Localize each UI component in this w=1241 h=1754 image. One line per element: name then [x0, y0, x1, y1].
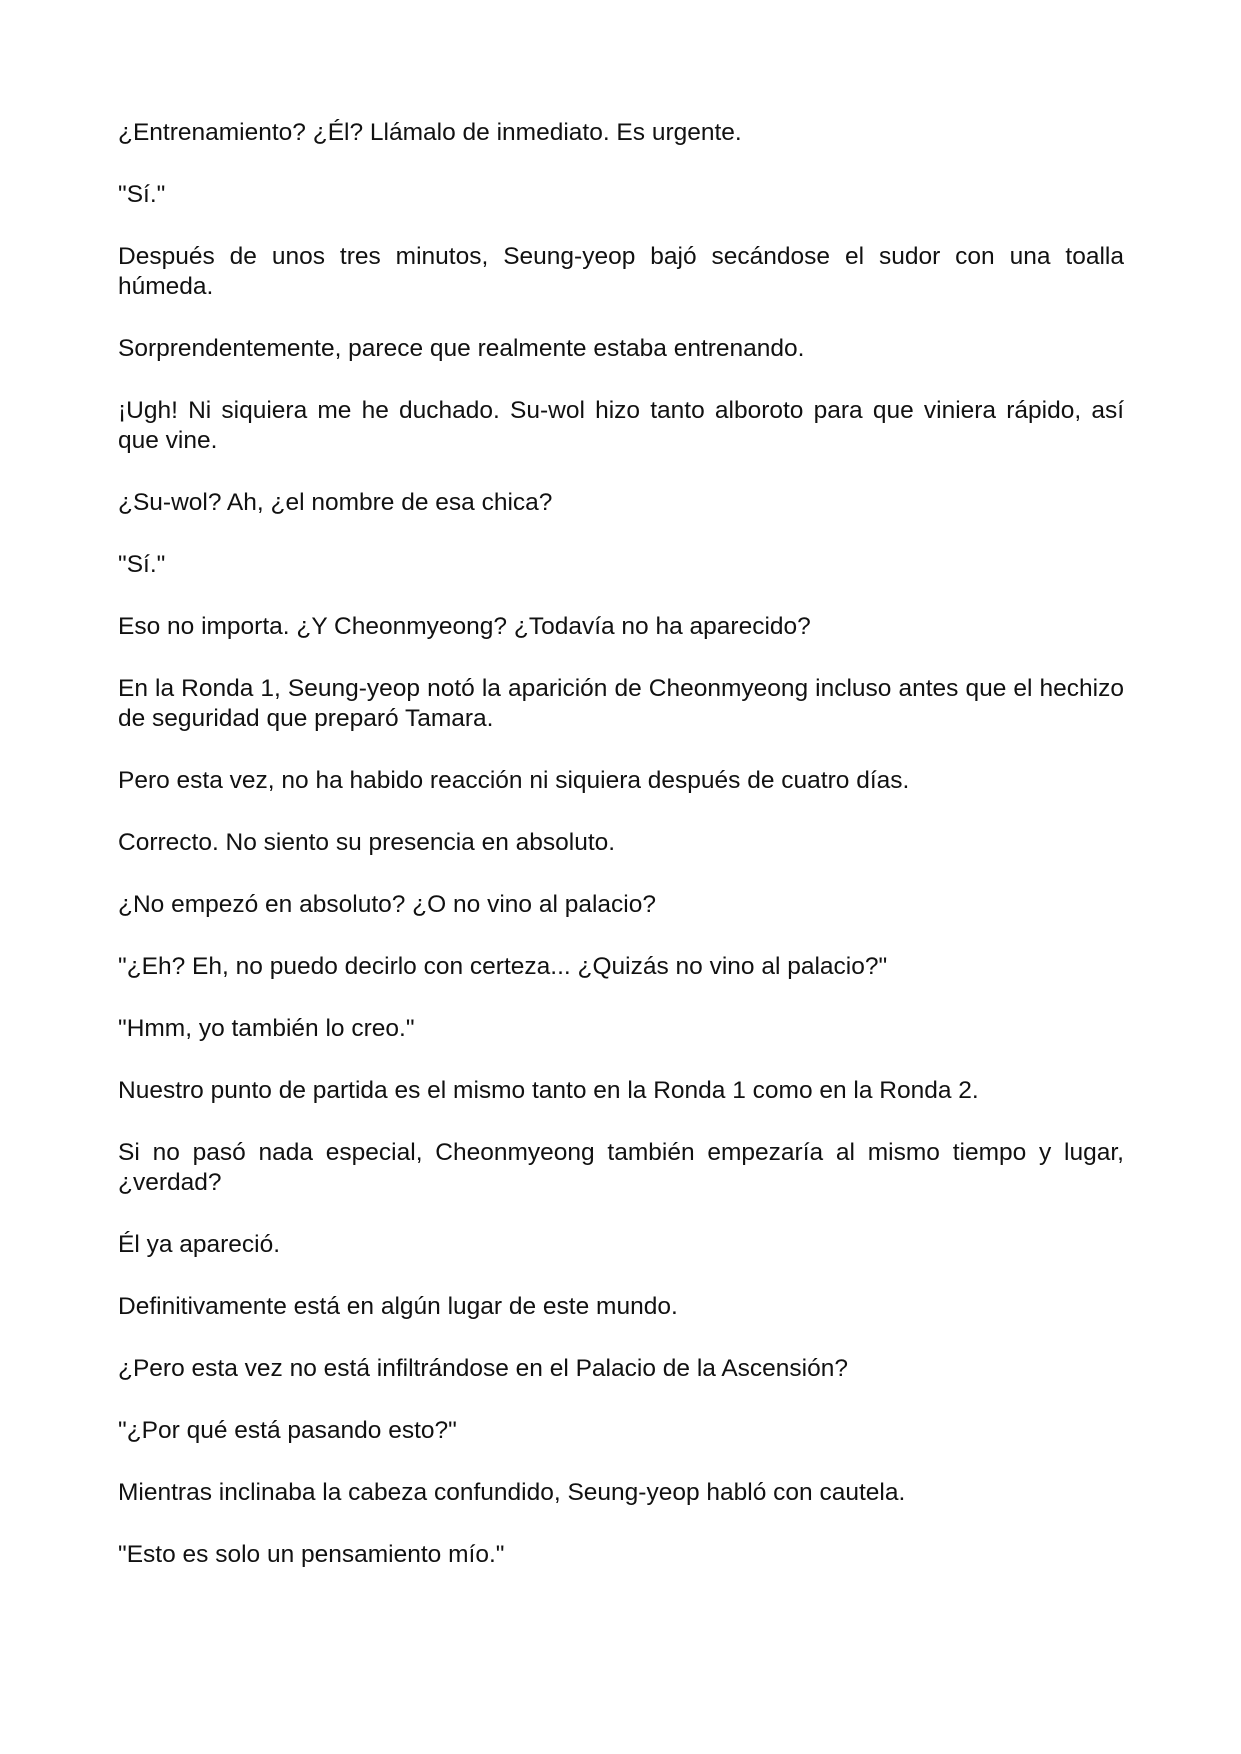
paragraph: "¿Eh? Eh, no puedo decirlo con certeza... ¿Quizás no vino al palacio?" — [118, 953, 888, 980]
paragraph: ¡Ugh! Ni siquiera me he duchado. Su-wol hizo tanto alboroto para que viniera rápido, así que vine. — [118, 397, 1124, 454]
paragraph: Si no pasó nada especial, Cheonmyeong también empezaría al mismo tiempo y lugar, ¿verdad? — [118, 1139, 1124, 1196]
paragraph: ¿Pero esta vez no está infiltrándose en el Palacio de la Ascensión? — [118, 1355, 848, 1382]
paragraph: "¿Por qué está pasando esto?" — [118, 1417, 457, 1444]
paragraph: En la Ronda 1, Seung-yeop notó la aparición de Cheonmyeong incluso antes que el hechizo de seguridad que preparó Tamara. — [118, 675, 1124, 732]
paragraph: ¿Entrenamiento? ¿Él? Llámalo de inmediato. Es urgente. — [118, 119, 742, 146]
paragraph: Nuestro punto de partida es el mismo tanto en la Ronda 1 como en la Ronda 2. — [118, 1077, 979, 1104]
paragraph: Sorprendentemente, parece que realmente estaba entrenando. — [118, 335, 805, 362]
paragraph: ¿No empezó en absoluto? ¿O no vino al palacio? — [118, 891, 656, 918]
paragraph: "Sí." — [118, 551, 166, 578]
paragraph: "Esto es solo un pensamiento mío." — [118, 1541, 505, 1568]
paragraph: Definitivamente está en algún lugar de este mundo. — [118, 1293, 678, 1320]
paragraph: ¿Su-wol? Ah, ¿el nombre de esa chica? — [118, 489, 553, 516]
document-body — [118, 118, 1124, 1602]
paragraph: Eso no importa. ¿Y Cheonmyeong? ¿Todavía no ha aparecido? — [118, 613, 811, 640]
paragraph: "Sí." — [118, 181, 166, 208]
paragraph: Correcto. No siento su presencia en absoluto. — [118, 829, 616, 856]
paragraph: Después de unos tres minutos, Seung-yeop bajó secándose el sudor con una toalla húmeda. — [118, 243, 1124, 300]
paragraph: Él ya apareció. — [118, 1231, 281, 1258]
paragraph: Mientras inclinaba la cabeza confundido, Seung-yeop habló con cautela. — [118, 1479, 906, 1506]
paragraph: Pero esta vez, no ha habido reacción ni siquiera después de cuatro días. — [118, 767, 910, 794]
paragraph: "Hmm, yo también lo creo." — [118, 1015, 415, 1042]
